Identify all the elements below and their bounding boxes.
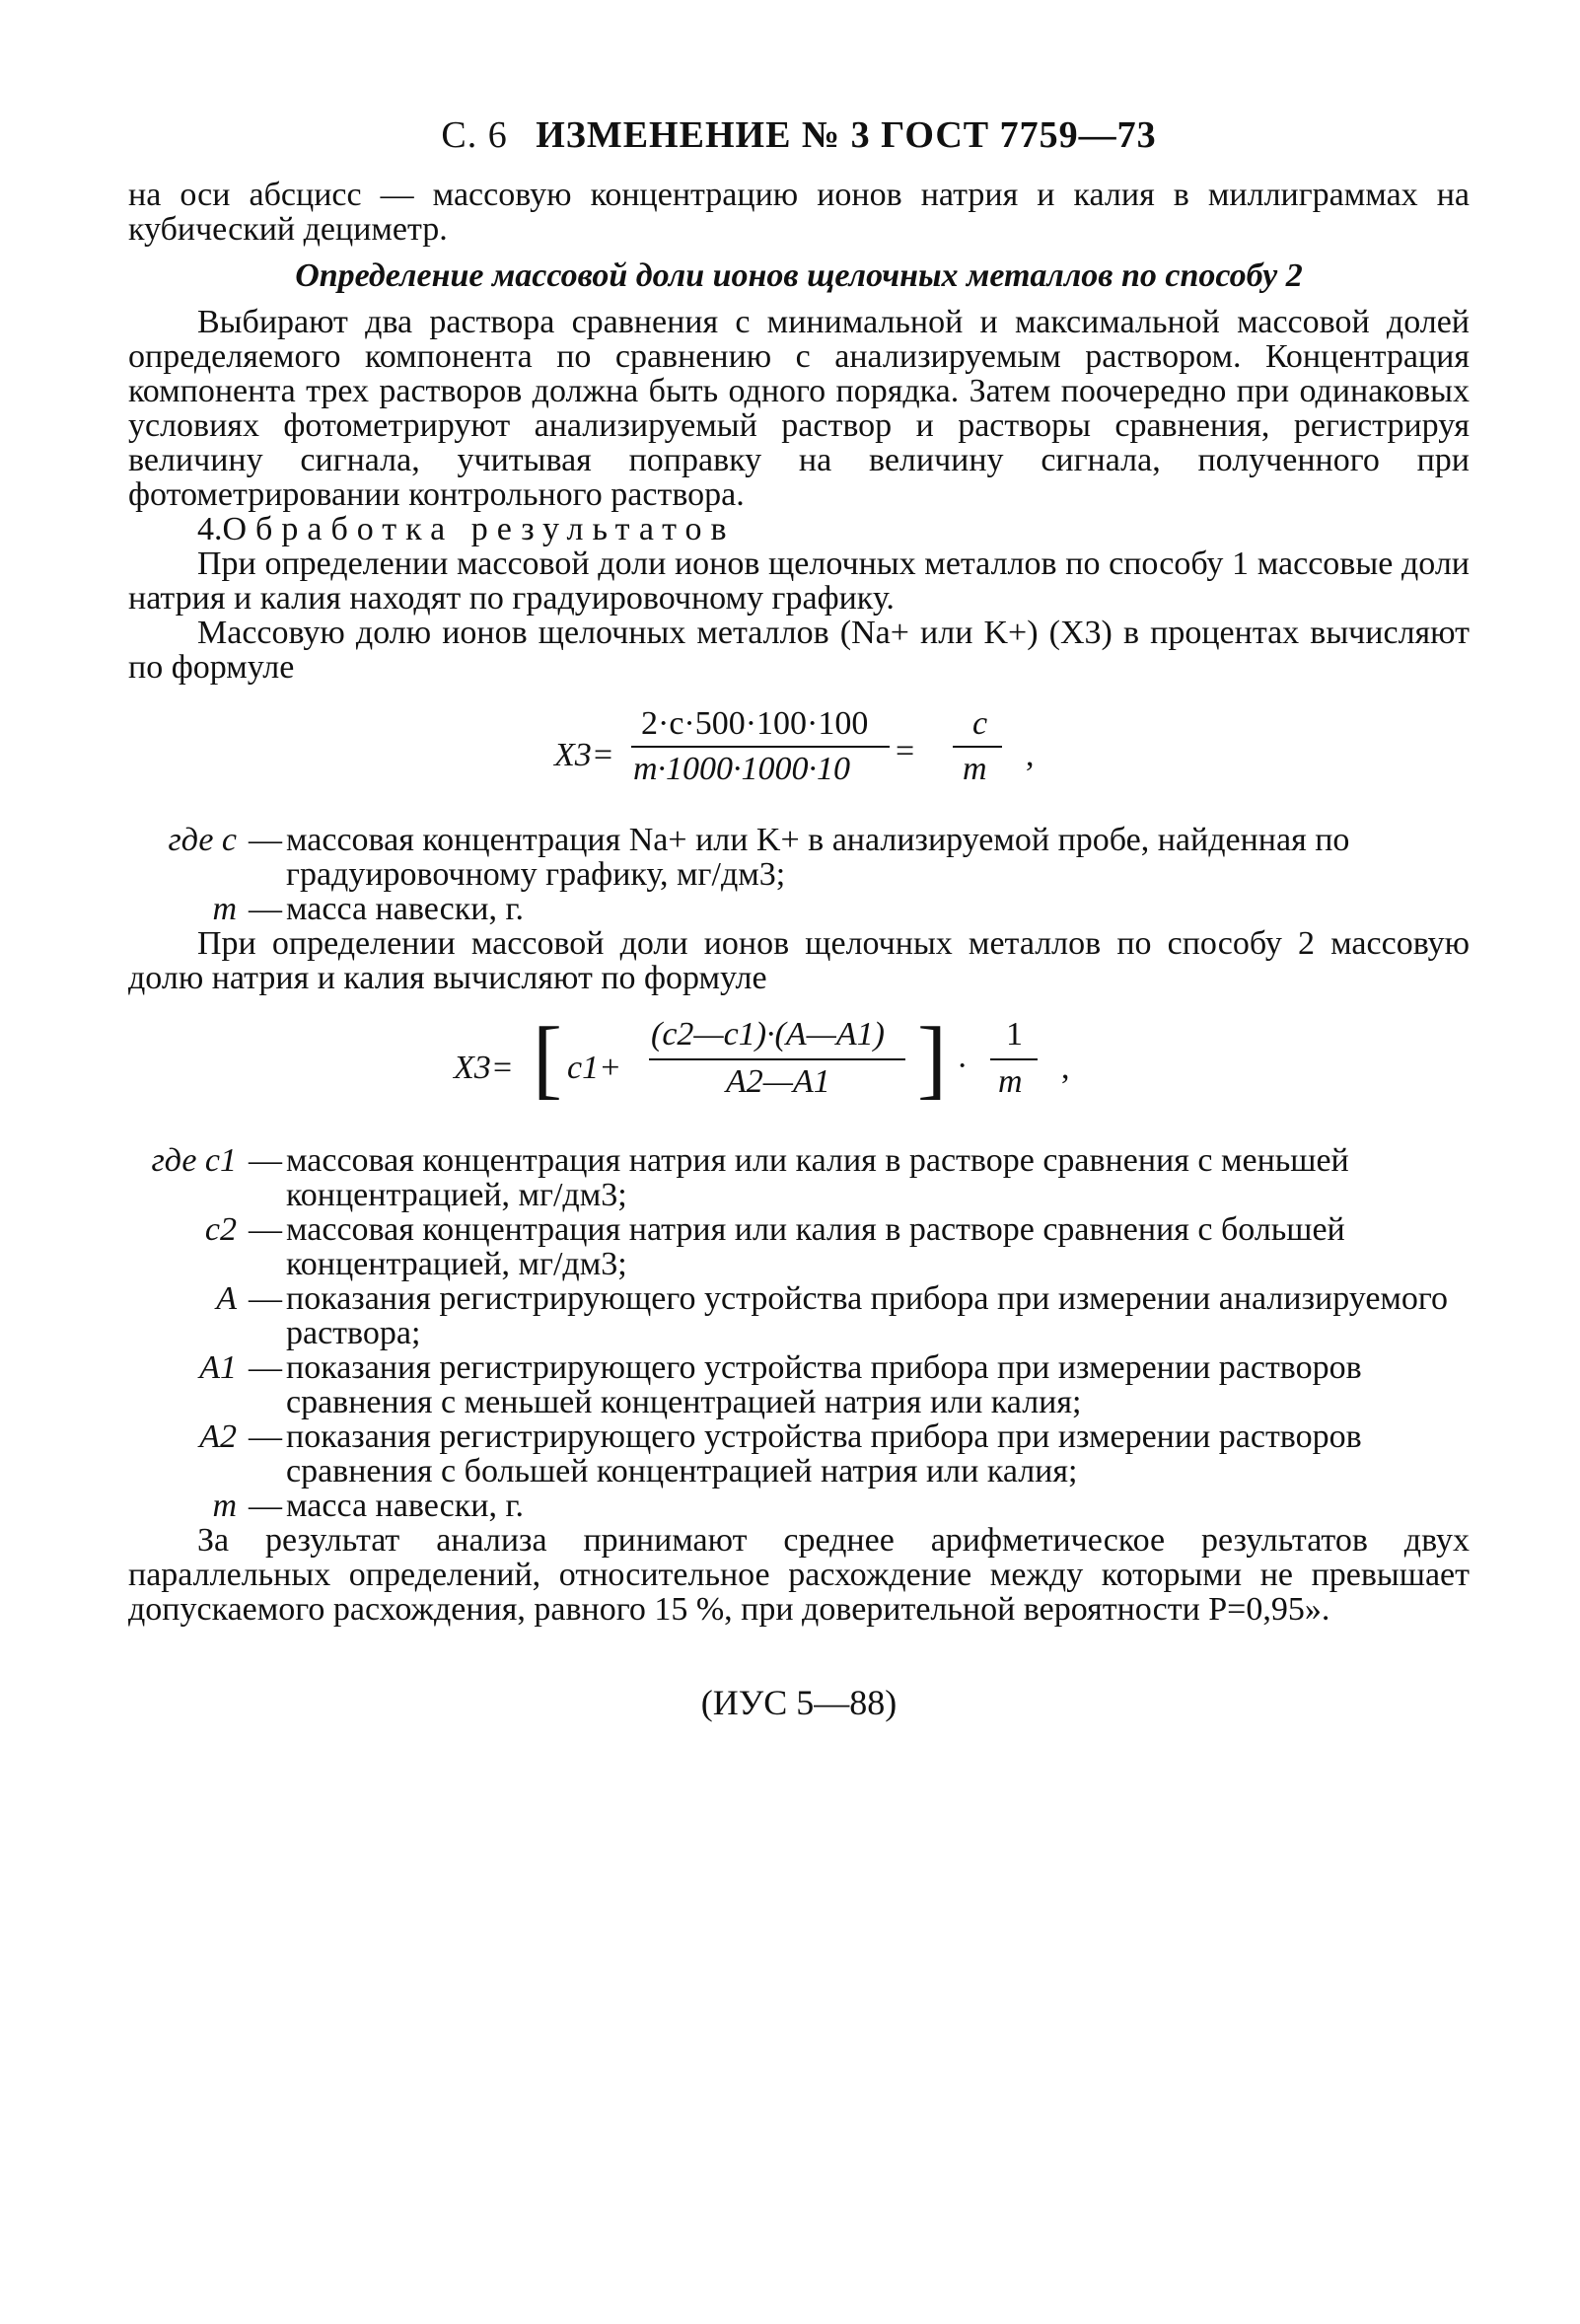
formula1-denominator: m·1000·1000·10 (633, 751, 851, 787)
formula2-c1: c1+ (567, 1050, 622, 1086)
definition-a2: A2 — показания регистрирующего устройства прибора при измерении растворов сравнения с большей концентрацией натрия или калия; (128, 1419, 1470, 1489)
formula2-fraction-line (649, 1058, 905, 1060)
footer-ius: (ИУС 5—88) (700, 1683, 898, 1722)
paragraph-method1: При определении массовой доли ионов щелочных металлов по способу 1 массовые доли натрия и калия находят по градуировочному графику. (128, 545, 1470, 617)
formula2-den: m (998, 1063, 1023, 1100)
formula2-tail: , (1061, 1050, 1070, 1086)
formula2-left-bracket: [ (533, 1010, 562, 1108)
formula1-fraction-line-2 (953, 746, 1002, 748)
paragraph-result: За результат анализа принимают среднее арифметическое результатов двух параллельных определений, относительное расхождение между которыми не превышает допускаемого расхождения, равного 15 %, при доверительной вероятности P=0,95». (128, 1522, 1470, 1628)
page-header (128, 114, 1470, 156)
paragraph-axis: на оси абсцисс — массовую концентрацию ионов натрия и калия в миллиграммах на кубический дециметр. (128, 177, 1470, 248)
page-title: ИЗМЕНЕНИЕ № 3 ГОСТ 7759—73 (536, 114, 1157, 156)
definition-symbol: m (212, 891, 237, 927)
formula2-numerator: (c2—c1)·(A—A1) (651, 1016, 885, 1053)
formula2-one: 1 (1006, 1016, 1023, 1053)
document-page (128, 114, 1470, 1722)
subheading: Определение массовой доли ионов щелочных металлов по способу 2 (295, 257, 1303, 294)
formula2-lhs: X3= (454, 1050, 514, 1086)
formula1-tail: , (1026, 737, 1035, 773)
page-number: С. 6 (441, 114, 508, 156)
definition-symbol: где c (168, 822, 237, 858)
paragraph-method2: Выбирают два раствора сравнения с минимальной и максимальной массовой долей определяемого компонента по сравнению с анализируемым раствором. Концентрация компонента трех растворов должна быть одного порядка. Затем поочередно при одинаковых условиях фотометрируют анализируемый раствор и растворы сравнения, регистрируя величину сигнала, учитывая поправку на величину сигнала, полученного при фотометрировании контрольного раствора. (128, 304, 1470, 513)
formula-1 (128, 694, 1470, 813)
formula2-mult: · (957, 1048, 969, 1084)
paragraph-formula1-intro: Массовую долю ионов щелочных металлов (Na+ или K+) (X3) в процентах вычисляют по формуле (128, 615, 1470, 686)
definition-symbol: m (212, 1488, 237, 1524)
definition-a: A — показания регистрирующего устройства прибора при измерении анализируемого раствора; (128, 1281, 1470, 1350)
definition-symbol: A1 (199, 1349, 237, 1386)
definition-text: масса навески, г. (286, 1488, 525, 1524)
definition-c2: c2 — массовая концентрация натрия или калия в растворе сравнения с большей концентрацией, мг/дм3; (128, 1212, 1470, 1281)
definition-text: массовая концентрация Na+ или K+ в анализируемой пробе, найденная по градуировочному графику, мг/дм3; (286, 822, 1350, 893)
formula2-right-bracket: ] (917, 1010, 947, 1108)
formula2-fraction-line-2 (990, 1058, 1038, 1060)
formula2-denominator: A2—A1 (726, 1063, 830, 1100)
formula1-lhs: X3= (554, 737, 614, 773)
section-title: Обработка результатов (222, 511, 736, 547)
section-number: 4. (197, 511, 223, 547)
formula1-num2: c (972, 705, 988, 742)
formula1-den2: m (963, 751, 987, 787)
definition-text: показания регистрирующего устройства прибора при измерении растворов сравнения с меньшей концентрацией натрия или калия; (286, 1349, 1362, 1420)
definition-m2: m — масса навески, г. (128, 1489, 1470, 1523)
definition-symbol: c2 (204, 1211, 237, 1248)
definition-symbol: A (216, 1280, 237, 1317)
paragraph-formula2-intro: При определении массовой доли ионов щелочных металлов по способу 2 массовую долю натрия и калия вычисляют по формуле (128, 925, 1470, 996)
definition-text: показания регистрирующего устройства прибора при измерении анализируемого раствора; (286, 1280, 1449, 1351)
definition-text: массовая концентрация натрия или калия в растворе сравнения с большей концентрацией, мг/дм3; (286, 1211, 1345, 1282)
formula1-fraction-line (631, 746, 890, 748)
definition-symbol: A2 (199, 1418, 237, 1455)
formula1-equals: = (896, 733, 915, 769)
definition-m: m — масса навески, г. (128, 892, 1470, 926)
definition-symbol: где c1 (151, 1142, 237, 1179)
definition-c: где c — массовая концентрация Na+ или K+ в анализируемой пробе, найденная по градуировочному графику, мг/дм3; (128, 823, 1470, 892)
definition-text: масса навески, г. (286, 891, 525, 927)
section-4-heading (128, 512, 1470, 546)
definition-text: массовая концентрация натрия или калия в растворе сравнения с меньшей концентрацией, мг/дм3; (286, 1142, 1349, 1213)
definition-text: показания регистрирующего устройства прибора при измерении растворов сравнения с большей концентрацией натрия или калия; (286, 1418, 1362, 1489)
formula-2 (128, 1005, 1470, 1133)
definition-a1: A1 — показания регистрирующего устройства прибора при измерении растворов сравнения с меньшей концентрацией натрия или калия; (128, 1350, 1470, 1419)
formula1-numerator: 2·c·500·100·100 (641, 705, 869, 742)
definition-c1: где c1 — массовая концентрация натрия или калия в растворе сравнения с меньшей концентрацией, мг/дм3; (128, 1143, 1470, 1212)
